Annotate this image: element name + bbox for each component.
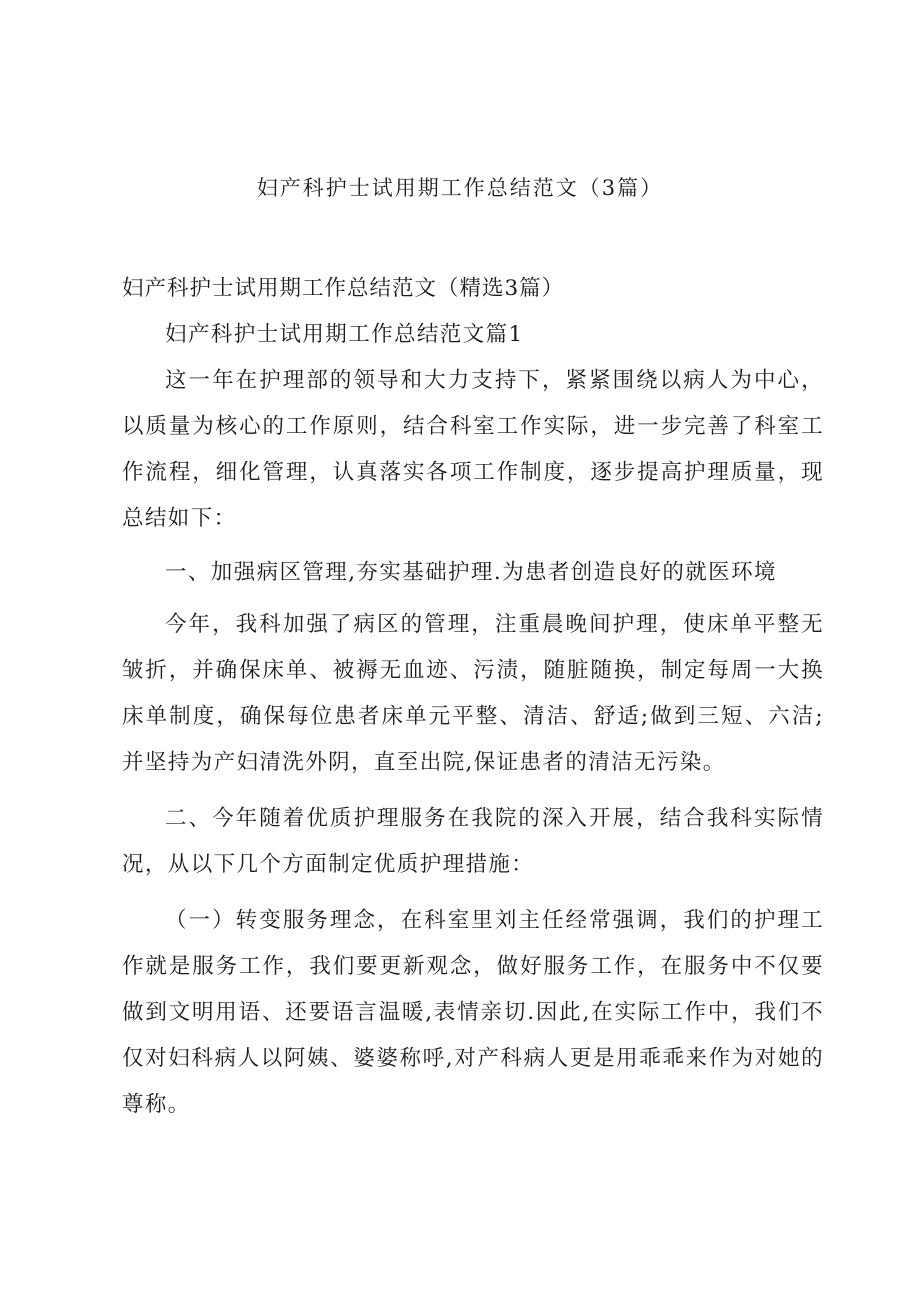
paragraph-ward-management: 今年，我科加强了病区的管理，注重晨晚间护理，使床单平整无皱折，并确保床单、被褥无血迹、污渍，随脏随换，制定每周一大换床单制度，确保每位患者床单元平整、清洁、舒适;做到三短、六洁;并坚持为产妇清洗外阴，直至出院,保证患者的清洁无污染。 [122, 612, 824, 775]
paragraph-heading-2: 二、今年随着优质护理服务在我院的深入开展，结合我科实际情况，从以下几个方面制定优质护理措施： [122, 806, 824, 877]
document-subtitle: 妇产科护士试用期工作总结范文（精选3篇） [122, 276, 565, 301]
document-title: 妇产科护士试用期工作总结范文（3篇） [256, 176, 664, 200]
section-title: 妇产科护士试用期工作总结范文篇1 [165, 322, 524, 347]
document-body [122, 266, 824, 1128]
paragraph-service-concept: （一）转变服务理念，在科室里刘主任经常强调，我们的护理工作就是服务工作，我们要更新观念，做好服务工作，在服务中不仅要做到文明用语、还要语言温暖,表情亲切.因此,在实际工作中，我们不仅对妇科病人以阿姨、婆婆称呼,对产科病人更是用乖乖来作为对她的尊称。 [122, 908, 824, 1117]
paragraph-heading-1: 一、加强病区管理,夯实基础护理.为患者创造良好的就医环境 [165, 560, 777, 585]
paragraph-intro: 这一年在护理部的领导和大力支持下，紧紧围绕以病人为中心，以质量为核心的工作原则，结合科室工作实际，进一步完善了科室工作流程，细化管理，认真落实各项工作制度，逐步提高护理质量，现总结如下： [122, 368, 824, 531]
